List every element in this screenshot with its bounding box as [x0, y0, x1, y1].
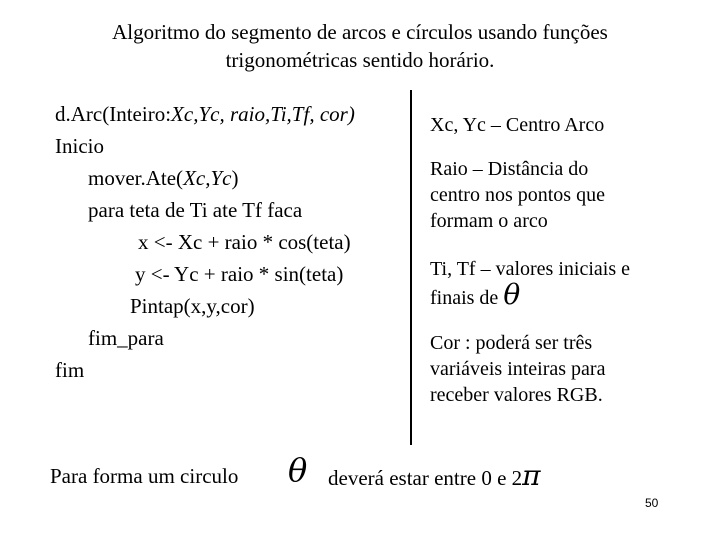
note-center: Xc, Yc – Centro Arco [430, 114, 605, 136]
mover-suffix: ) [231, 166, 239, 190]
note-cor-line-3: receber valores RGB. [430, 384, 603, 406]
note-ti-tf-line-2-text: finais de [430, 287, 499, 309]
note-raio-line-2: centro nos pontos que [430, 184, 605, 206]
page-number: 50 [645, 496, 659, 510]
footer-right [328, 459, 541, 492]
footer-left: Para forma um circulo [50, 464, 239, 488]
code-inicio: Inicio [55, 134, 104, 158]
slide-title [40, 18, 680, 74]
vertical-divider [410, 90, 412, 445]
note-ti-tf-line-1: Ti, Tf – valores iniciais e [430, 258, 630, 280]
title-line-1: Algoritmo do segmento de arcos e círculos usando funções [112, 20, 608, 44]
footer-right-text: deverá estar entre 0 e 2 [328, 466, 523, 490]
code-signature [55, 100, 355, 128]
note-ti-tf-line-2 [430, 278, 630, 311]
code-para: para teta de Ti ate Tf faca [88, 198, 303, 222]
title-line-2: trigonométricas sentido horário. [225, 48, 495, 72]
note-cor-line-2: variáveis inteiras para [430, 358, 606, 380]
note-raio [430, 156, 605, 234]
code-x-line: x <- Xc + raio * cos(teta) [138, 230, 351, 254]
code-pintap: Pintap(x,y,cor) [130, 294, 255, 318]
signature-params: Xc,Yc, raio,Ti,Tf, cor) [171, 102, 355, 126]
note-raio-line-1: Raio – Distância do [430, 158, 589, 180]
pi-symbol: π [522, 459, 541, 492]
code-y-line: y <- Yc + raio * sin(teta) [135, 262, 344, 286]
signature-prefix: d.Arc(Inteiro: [55, 102, 172, 126]
note-cor-line-1: Cor : poderá ser três [430, 332, 593, 354]
footer-theta [288, 451, 308, 489]
code-fim: fim [55, 358, 85, 382]
note-raio-line-3: formam o arco [430, 210, 548, 232]
note-cor [430, 330, 605, 408]
mover-prefix: mover.Ate( [88, 166, 184, 190]
note-ti-tf [430, 256, 630, 311]
code-mover [88, 164, 238, 192]
footer-theta-symbol: θ [288, 451, 308, 489]
mover-params: Xc,Yc [183, 166, 232, 190]
code-fim-para: fim_para [88, 326, 164, 350]
theta-symbol: θ [503, 278, 521, 311]
